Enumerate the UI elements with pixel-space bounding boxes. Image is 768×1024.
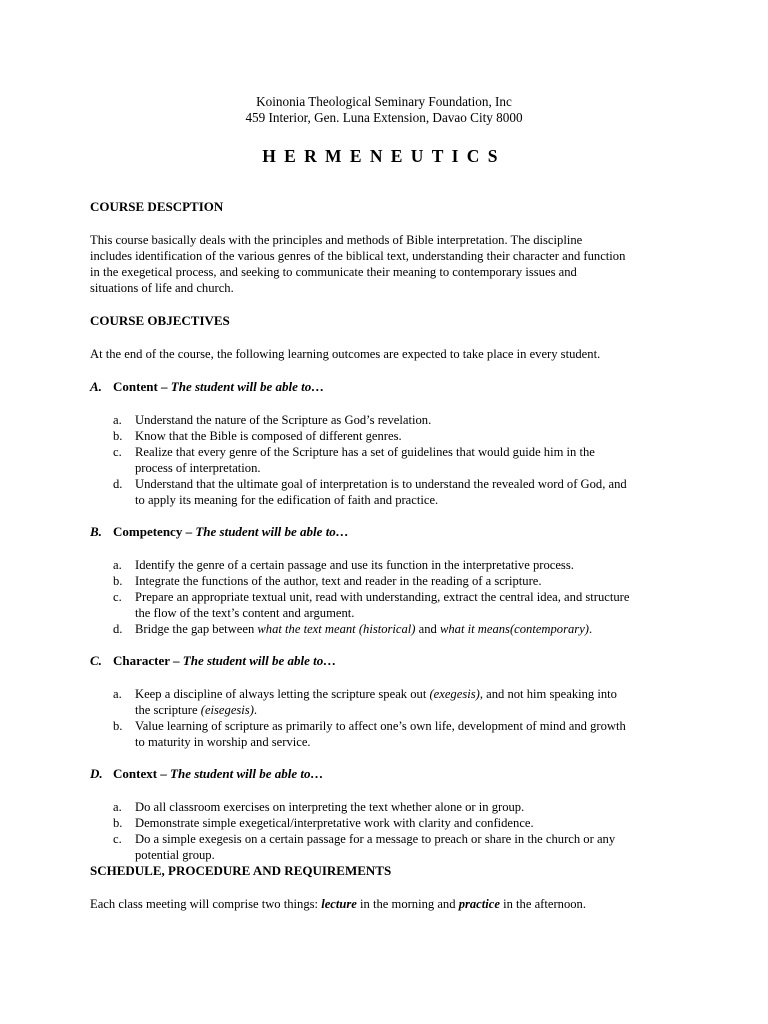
list-item: b. Demonstrate simple exegetical/interpretative work with clarity and confidence. (113, 816, 534, 830)
objective-group-character: C. Character – The student will be able to… (90, 653, 337, 668)
list-item: d. Understand that the ultimate goal of interpretation is to understand the revealed word of God, and to apply its meaning for the edification of faith and practice. (113, 477, 627, 507)
course-description-text: This course basically deals with the principles and methods of Bible interpretation. The discipline includes identification of the various genres of the biblical text, understanding their character and function in the exegetical process, and seeking to communicate their meaning to contemporary issues and situations of life and church. (90, 233, 626, 295)
organization-name: Koinonia Theological Seminary Foundation, Inc (256, 94, 512, 109)
list-item: c. Realize that every genre of the Scripture has a set of guidelines that would guide him in the process of interpretation. (113, 445, 595, 475)
list-item: c. Do a simple exegesis on a certain passage for a message to preach or share in the church or any potential group. (113, 832, 616, 862)
list-item: b. Know that the Bible is composed of different genres. (113, 429, 402, 443)
content-objectives-list (90, 412, 690, 508)
list-item: a. Understand the nature of the Scripture as God’s revelation. (113, 413, 432, 427)
list-item: b. Value learning of scripture as primarily to affect one’s own life, development of mind and growth to maturity in worship and service. (113, 719, 626, 749)
list-item: c. Prepare an appropriate textual unit, read with understanding, extract the central idea, and structure the flow of the text’s content and argument. (113, 590, 630, 620)
organization-address: 459 Interior, Gen. Luna Extension, Davao City 8000 (245, 110, 523, 125)
course-description-heading: COURSE DESCPTION (90, 199, 224, 214)
course-objectives-heading: COURSE OBJECTIVES (90, 313, 230, 328)
list-item: d. Bridge the gap between what the text meant (historical) and what it means(contemporary). (113, 622, 593, 636)
document-title: HERMENEUTICS (262, 146, 506, 166)
document-body (90, 199, 690, 912)
list-item: a. Keep a discipline of always letting the scripture speak out (exegesis), and not him speaking into the scripture (eisegesis). (113, 687, 617, 717)
list-item: a. Identify the genre of a certain passage and use its function in the interpretative process. (113, 558, 574, 572)
schedule-text: Each class meeting will comprise two things: lecture in the morning and practice in the afternoon. (90, 897, 586, 911)
context-objectives-list (90, 799, 690, 863)
character-objectives-list (90, 686, 690, 750)
objectives-intro: At the end of the course, the following learning outcomes are expected to take place in every student. (90, 347, 601, 361)
letterhead (0, 94, 768, 126)
list-item: a. Do all classroom exercises on interpreting the text whether alone or in group. (113, 800, 525, 814)
objective-group-competency: B. Competency – The student will be able to… (90, 524, 349, 539)
list-item: b. Integrate the functions of the author, text and reader in the reading of a scripture. (113, 574, 542, 588)
competency-objectives-list (90, 557, 690, 637)
objective-group-content: A. Content – The student will be able to… (90, 379, 325, 394)
objective-group-context: D. Context – The student will be able to… (90, 766, 324, 781)
schedule-heading: SCHEDULE, PROCEDURE AND REQUIREMENTS (90, 863, 392, 878)
